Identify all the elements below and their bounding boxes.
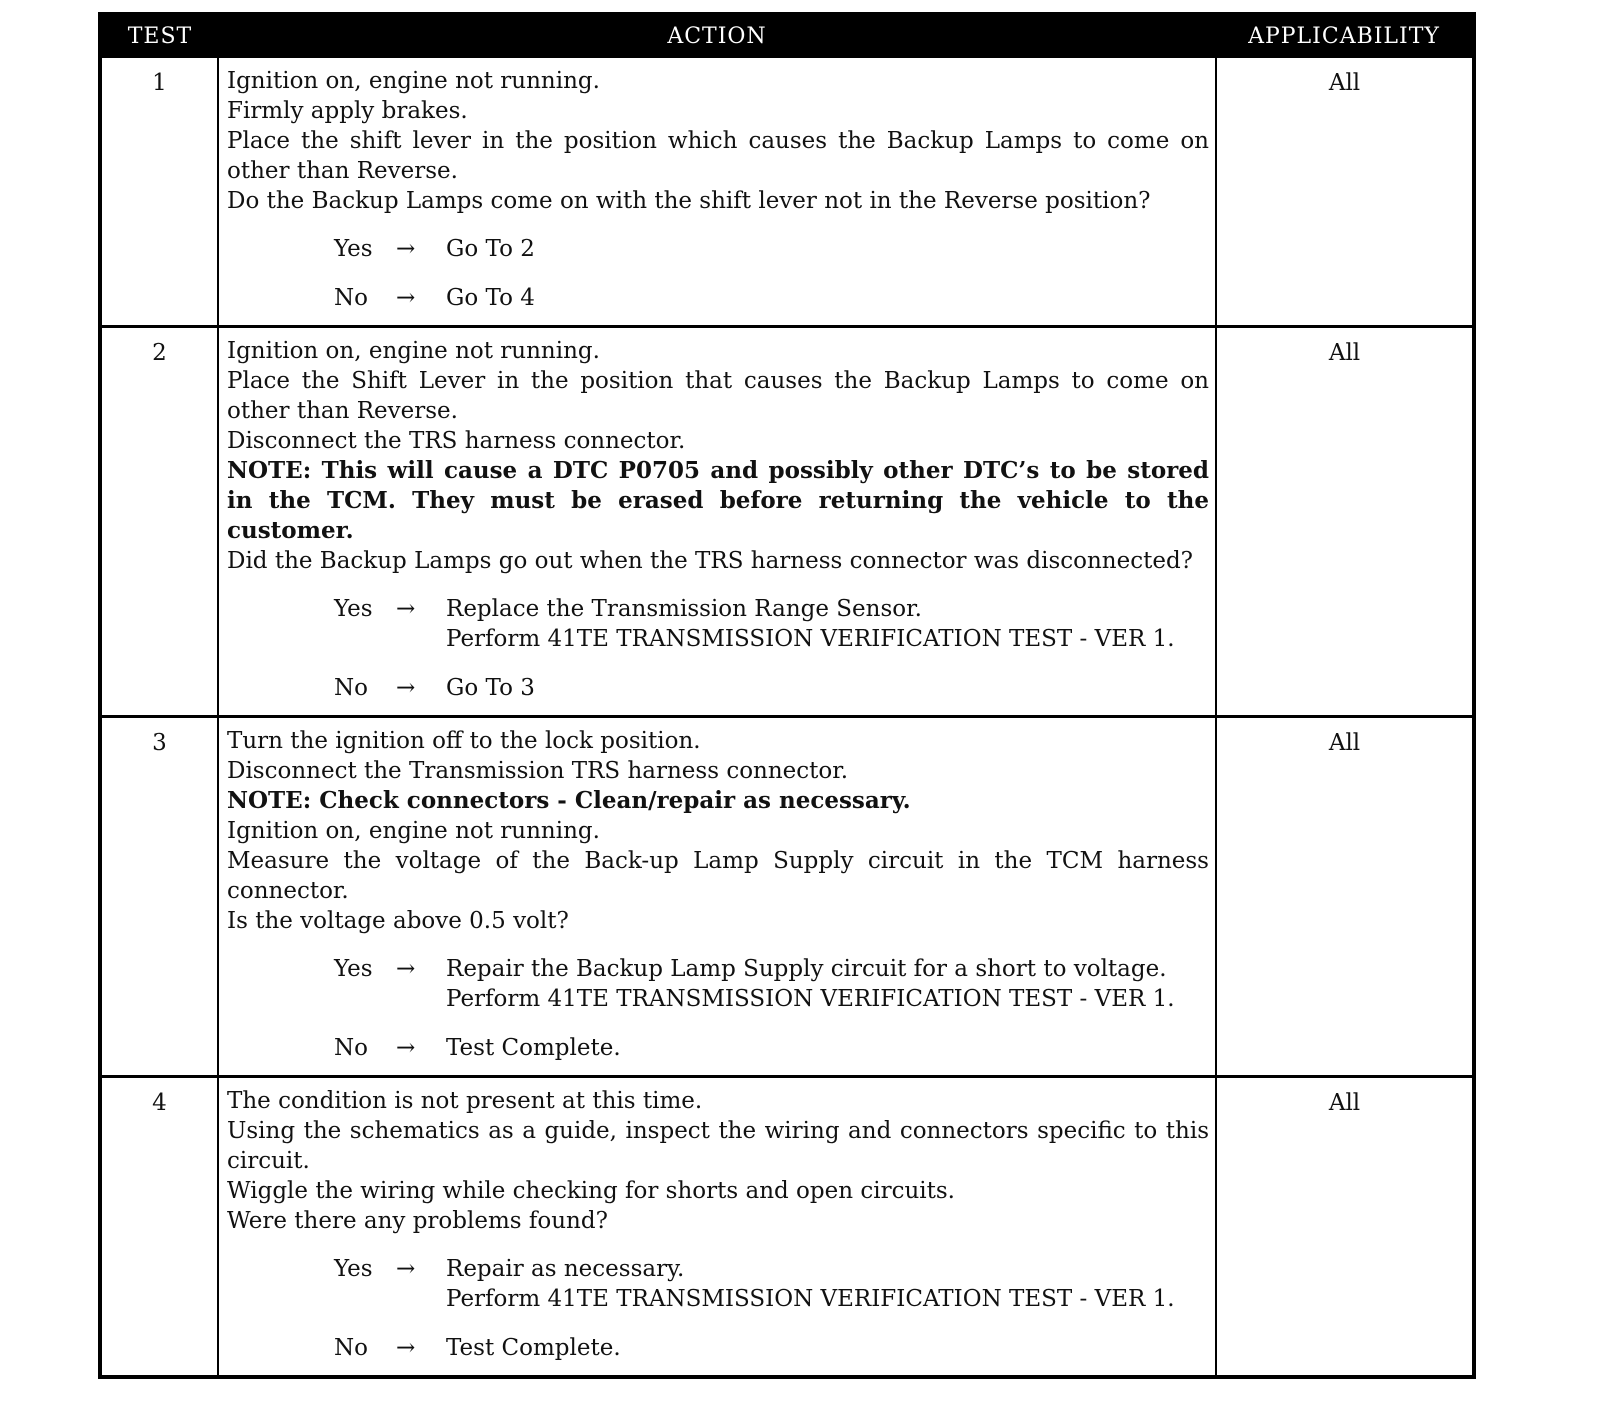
answer-list [227,1254,1209,1363]
answer-yes [227,594,1209,654]
action-cell [218,717,1216,1077]
arrow-right-icon: → [396,1035,416,1061]
arrow-right-icon: → [396,285,416,311]
arrow-right-icon: → [396,675,416,701]
action-line: Do the Backup Lamps come on with the shift lever not in the Reverse position? [227,188,1151,214]
note-text: NOTE: This will cause a DTC P0705 and possibly other DTC’s to be stored in the TCM. They must be erased before returning the vehicle to the customer. [227,457,1209,544]
table-row [100,717,1474,1077]
answer-line: Go To 4 [446,285,535,311]
answer-text [446,1333,1209,1363]
answer-label: No [334,1335,368,1361]
action-cell [218,57,1216,327]
note-text: NOTE: Check connectors - Clean/repair as necessary. [227,787,911,814]
answer-line: Repair the Backup Lamp Supply circuit for a short to voltage. [446,956,1167,982]
action-line: Disconnect the TRS harness connector. [227,428,686,454]
answer-no [227,283,1209,313]
answer-label: No [334,1035,368,1061]
answer-line: Replace the Transmission Range Sensor. [446,596,922,622]
table-row [100,57,1474,327]
applicability-value: All [1216,327,1474,717]
action-line: Measure the voltage of the Back-up Lamp Supply circuit in the TCM harness connector. [227,848,1209,904]
applicability-value: All [1216,717,1474,1077]
answer-label: Yes [334,596,373,622]
action-cell [218,1077,1216,1378]
answer-line: Test Complete. [446,1035,621,1061]
answer-text [446,673,1209,703]
answer-yes [227,954,1209,1014]
answer-text [446,594,1209,654]
header-test: TEST [100,14,218,57]
answer-label: No [334,285,368,311]
answer-list [227,954,1209,1063]
answer-line: Perform 41TE TRANSMISSION VERIFICATION TEST - VER 1. [446,626,1175,652]
answer-line: Go To 2 [446,236,535,262]
answer-text [446,1033,1209,1063]
answer-no [227,1033,1209,1063]
table-row [100,1077,1474,1378]
answer-yes [227,234,1209,264]
answer-no [227,1333,1209,1363]
action-line: Wiggle the wiring while checking for shorts and open circuits. [227,1178,955,1204]
action-line: Disconnect the Transmission TRS harness connector. [227,758,849,784]
action-line: Ignition on, engine not running. [227,338,600,364]
answer-line: Perform 41TE TRANSMISSION VERIFICATION TEST - VER 1. [446,986,1175,1012]
arrow-right-icon: → [396,1335,416,1361]
test-number: 2 [100,327,218,717]
answer-line: Test Complete. [446,1335,621,1361]
action-cell [218,327,1216,717]
answer-line: Repair as necessary. [446,1256,685,1282]
table-row [100,327,1474,717]
answer-list [227,594,1209,703]
answer-label: Yes [334,236,373,262]
action-line: Were there any problems found? [227,1208,608,1234]
action-line: Place the shift lever in the position which causes the Backup Lamps to come on other than Reverse. [227,128,1209,184]
test-number: 1 [100,57,218,327]
action-line: Did the Backup Lamps go out when the TRS harness connector was disconnected? [227,548,1194,574]
answer-line: Perform 41TE TRANSMISSION VERIFICATION TEST - VER 1. [446,1286,1175,1312]
answer-list [227,234,1209,313]
answer-no [227,673,1209,703]
applicability-value: All [1216,57,1474,327]
test-number: 4 [100,1077,218,1378]
arrow-right-icon: → [396,956,416,982]
applicability-value: All [1216,1077,1474,1378]
answer-text [446,954,1209,1014]
answer-label: Yes [334,1256,373,1282]
answer-text [446,283,1209,313]
answer-label: No [334,675,368,701]
test-number: 3 [100,717,218,1077]
action-line: Turn the ignition off to the lock position. [227,728,701,754]
diagnostic-test-table [98,12,1476,1379]
action-line: Is the voltage above 0.5 volt? [227,908,569,934]
table-body [100,57,1474,1377]
action-line: The condition is not present at this time. [227,1088,703,1114]
action-line: Using the schematics as a guide, inspect the wiring and connectors specific to this circuit. [227,1118,1209,1174]
action-line: Ignition on, engine not running. [227,818,600,844]
action-line: Ignition on, engine not running. [227,68,600,94]
arrow-right-icon: → [396,1256,416,1282]
action-line: Place the Shift Lever in the position that causes the Backup Lamps to come on other than Reverse. [227,368,1209,424]
action-line: Firmly apply brakes. [227,98,468,124]
header-applicability: APPLICABILITY [1216,14,1474,57]
answer-label: Yes [334,956,373,982]
arrow-right-icon: → [396,236,416,262]
header-action: ACTION [218,14,1216,57]
arrow-right-icon: → [396,596,416,622]
table-header-row [100,14,1474,57]
answer-line: Go To 3 [446,675,535,701]
answer-text [446,234,1209,264]
answer-yes [227,1254,1209,1314]
answer-text [446,1254,1209,1314]
